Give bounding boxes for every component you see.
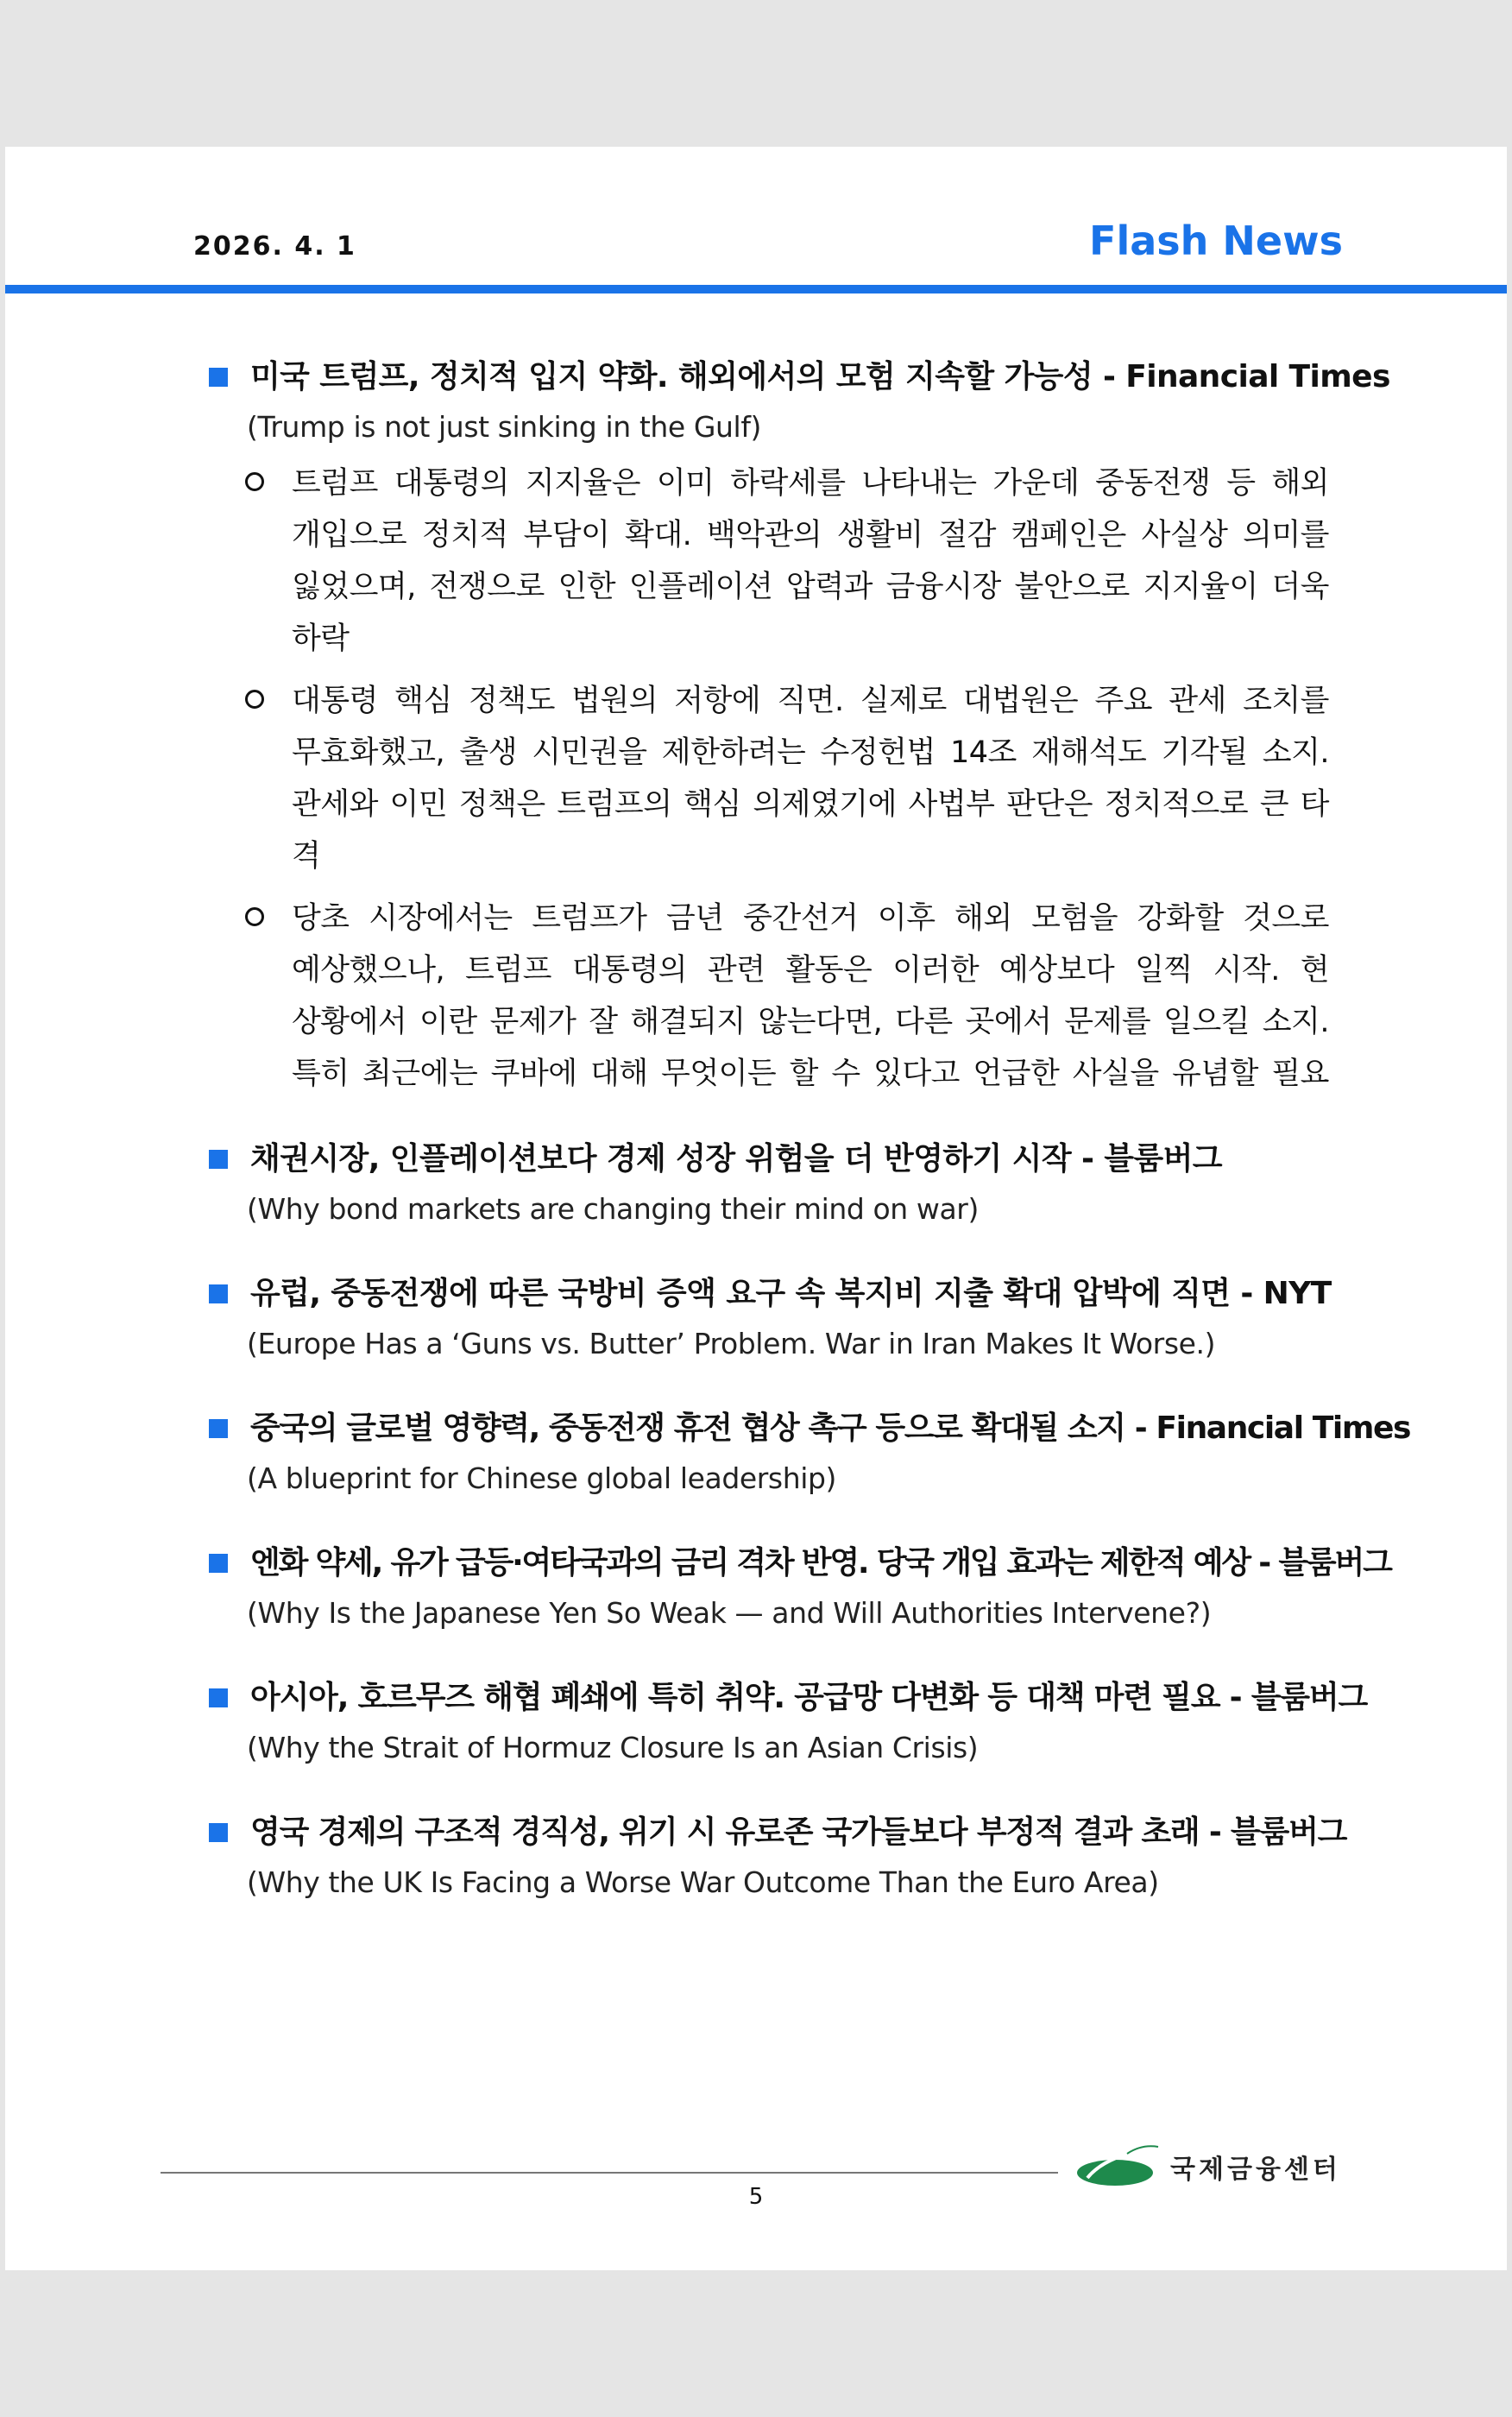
article-subtitle: (Trump is not just sinking in the Gulf) — [247, 410, 762, 444]
bullet-line: 잃었으며, 전쟁으로 인한 인플레이션 압력과 금융시장 불안으로 지지율이 더욱 하락 — [292, 570, 1329, 656]
square-bullet-icon — [209, 1284, 228, 1303]
article-headline: 엔화 약세, 유가 급등·여타국과의 금리 격차 반영. 당국 개입 효과는 제한적 예상 - 블룸버그 — [207, 1538, 1329, 1588]
article-item — [207, 1538, 1391, 1638]
bullet-line: 개입으로 정치적 부담이 확대. 백악관의 생활비 절감 캠페인은 사실상 의미를 — [292, 518, 1329, 552]
brand-title: Flash News — [1089, 218, 1343, 264]
circle-bullet-icon — [245, 907, 264, 926]
article-subtitle: (Europe Has a ‘Guns vs. Butter’ Problem. War in Iran Makes It Worse.) — [247, 1327, 1216, 1360]
bullet-point — [207, 458, 1329, 665]
logo-text: 국제금융센터 — [1170, 2155, 1341, 2185]
article-subtitle: (Why the UK Is Facing a Worse War Outcome Than the Euro Area) — [247, 1865, 1159, 1899]
header-rule — [5, 285, 1507, 293]
article-item — [207, 1269, 1332, 1369]
bullet-line: 관세와 이민 정책은 트럼프의 핵심 의제였기에 사법부 판단은 정치적으로 큰 타격 — [292, 787, 1329, 874]
page-number: 5 — [748, 2184, 764, 2210]
article-item — [207, 1808, 1347, 1908]
article-bullets — [207, 458, 1329, 1100]
article-item — [207, 1404, 1411, 1504]
article-item — [207, 1673, 1368, 1773]
bullet-point — [207, 675, 1329, 882]
bullet-line: 특히 최근에는 쿠바에 대해 무엇이든 할 수 있다고 언급한 사실을 유념할 필요 — [292, 1057, 1329, 1091]
article-list — [207, 352, 1411, 1942]
article-headline: 아시아, 호르무즈 해협 폐쇄에 특히 취약. 공급망 다변화 등 대책 마련 필요 - 블룸버그 — [207, 1673, 1329, 1723]
bullet-line: 대통령 핵심 정책도 법원의 저항에 직면. 실제로 대법원은 주요 관세 조치를 — [292, 684, 1329, 718]
bullet-line: 예상했으나, 트럼프 대통령의 관련 활동은 이러한 예상보다 일찍 시작. 현 — [292, 953, 1329, 988]
bullet-line: 무효화했고, 출생 시민권을 제한하려는 수정헌법 14조 재해석도 기각될 소지. — [292, 735, 1329, 770]
article-subtitle: (Why Is the Japanese Yen So Weak — and Will Authorities Intervene?) — [247, 1596, 1212, 1630]
bullet-line: 트럼프 대통령의 지지율은 이미 하락세를 나타내는 가운데 중동전쟁 등 해외 — [292, 466, 1329, 501]
logo-mark-icon — [1075, 2143, 1162, 2190]
bullet-point — [207, 893, 1329, 1100]
document-page — [5, 147, 1507, 2270]
article-headline: 중국의 글로벌 영향력, 중동전쟁 휴전 협상 촉구 등으로 확대될 소지 - Financial Times — [207, 1404, 1329, 1454]
square-bullet-icon — [209, 1554, 228, 1573]
bullet-line: 상황에서 이란 문제가 잘 해결되지 않는다면, 다른 곳에서 문제를 일으킬 소지. — [292, 1005, 1329, 1039]
square-bullet-icon — [209, 1419, 228, 1438]
article-headline: 유럽, 중동전쟁에 따른 국방비 증액 요구 속 복지비 지출 확대 압박에 직면 - NYT — [207, 1269, 1329, 1319]
square-bullet-icon — [209, 1823, 228, 1842]
footer-rule — [161, 2172, 1058, 2174]
square-bullet-icon — [209, 1150, 228, 1169]
organization-logo — [1075, 2141, 1341, 2193]
article-headline: 영국 경제의 구조적 경직성, 위기 시 유로존 국가들보다 부정적 결과 초래 - 블룸버그 — [207, 1808, 1329, 1858]
article-subtitle: (A blueprint for Chinese global leadership) — [247, 1461, 837, 1495]
report-date: 2026. 4. 1 — [193, 231, 356, 262]
square-bullet-icon — [209, 368, 228, 387]
article-headline: 채권시장, 인플레이션보다 경제 성장 위험을 더 반영하기 시작 - 블룸버그 — [207, 1134, 1329, 1184]
circle-bullet-icon — [245, 690, 264, 709]
circle-bullet-icon — [245, 472, 264, 491]
article-subtitle: (Why the Strait of Hormuz Closure Is an Asian Crisis) — [247, 1731, 979, 1764]
article-headline: 미국 트럼프, 정치적 입지 약화. 해외에서의 모험 지속할 가능성 - Financial Times — [207, 352, 1329, 402]
article-item — [207, 1134, 1329, 1234]
article-item — [207, 352, 1390, 1100]
square-bullet-icon — [209, 1688, 228, 1707]
bullet-line: 당초 시장에서는 트럼프가 금년 중간선거 이후 해외 모험을 강화할 것으로 — [292, 901, 1329, 936]
article-subtitle: (Why bond markets are changing their mind on war) — [247, 1192, 979, 1226]
